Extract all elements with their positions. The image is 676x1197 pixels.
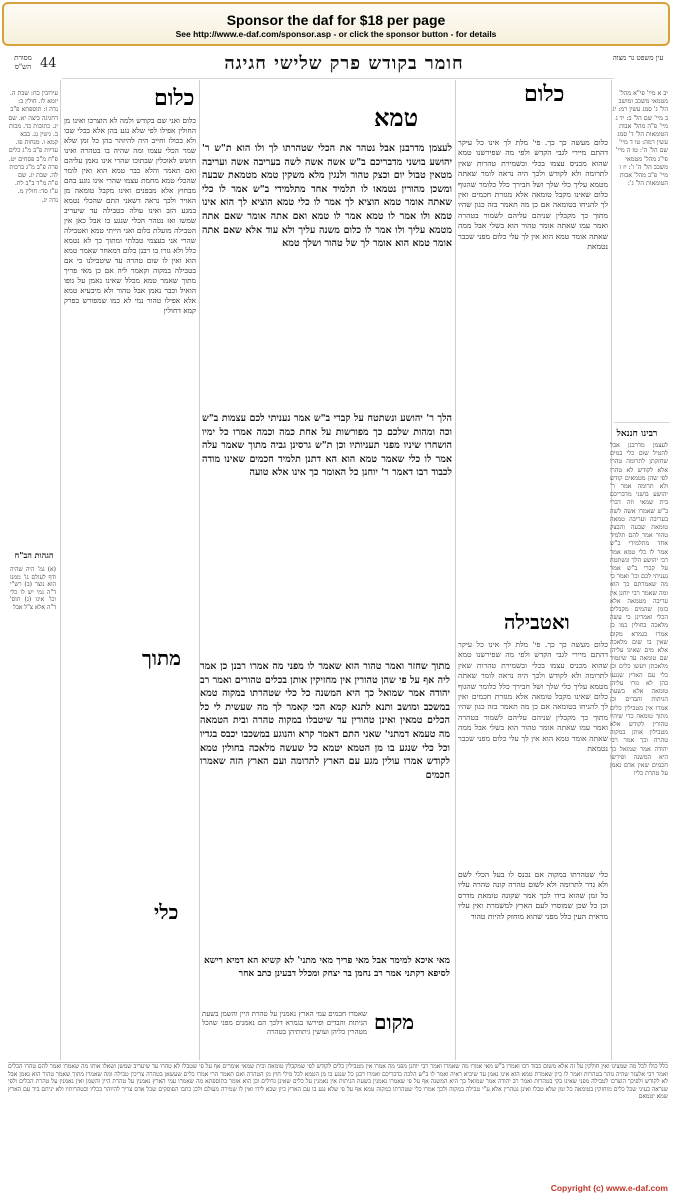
rashi-lower: כלי שטהרתו במקוה אם נכנס לו בעל הכלי לשם ולא גדר לתרומה ולא לשום טהרה קונה טהרה עליו כל זמן שהוא בידו לכך אמר שקונה טומאת מדרס וכן כל שכן שמוסרו לעם הארץ למשמרת ואין עליו מראית העין כלל מפני שהוא מוחזק להיות טהור	[458, 870, 608, 921]
gemara-upper: לעצמן מדרבנן אבל נטהר את הכלי שטהרתו לך ולו הוא ת"ש ר' יהושע בושני מדבריכם ב"ש אשה אשה לשה בעריבה אשה ועריבה מטאין טבול יום וכצק טהור ולנגין מלא משקין טמא מטמאת שבעה ומשכן מהורין נטמאו לו תלמיד אחד מתלמידי ב"ש אמר לו כלי שאתה אומר טמא הוציא לך אמר לו כלי טמא הוציא לך הוא אינו טמא ולו אמר לו טמא אמר לו טמא ואם אתה אומר שאם אתה מטמא עליך ולו אמר לו כלום משנה עליך ולא עוד אלא שאם אתה אומר טמא הוא אומר לך של טהור ושלך טמא	[202, 143, 452, 250]
tosafot-makom-text: שאמרו חכמים עמי הארץ נאמנין על טהרת היין והשמן בשעת הגיתות והבדים ופירשו בגמרא דלכך הם נאמנים מפני שהכל מטהרין כליהן ועושין גיתותיהן בטהרה	[202, 1010, 367, 1037]
ein-mishpat: יב א מיי' פי"א מהל' מטמאי משכב ומושב הל' ג' סמג עשין רמ: יג ב מיי' שם הל' ב: יד ג מיי' פ"ה מהל' אבות הטומאות הל' ד' סמג עשין רמה: טו ד מיי' שם הל' ה': טז ה מיי' פי"ג מהל' מטמאי משכב הל' ה' ו': יז ו מיי' פ"ב מהל' אבות הטומאות הל' ג':	[612, 90, 668, 188]
dibur-kli: כלי	[154, 900, 179, 924]
gemara-final: מאי איכא למימר אבל מאי פריך מאי מתני' לא קשיא הא דמיא רישא לסיפא דקתני אמר רב נחמן בר יצחק ומכלל דבעינן כתב אחר	[204, 956, 450, 979]
masoret-hashas-label: מסורת הש"ס	[14, 54, 32, 71]
bottom-commentary: כלל כולו לכל מה שמצינו ואין חולקין על זה אלא משום כבוד רבו ואמרו ב"ש מאי אמרו מה שאמרו ואמר רבי יוחנן מפני מה אמרו אין מטבילין כלים לקודש לפי שמקבלין טומאה ובית שמאי אומרים אף על פי שטבלו לא טהרו עד שיעריב שמשן ושאלו אותו מה שאמרו ואמר להם טהרו הכלים ואמר רבי אלעזר שהיה נזהר בטהרות ואמר לו כיון שאמרת טמא הוא אינו נאמן עד שיביא ראיה ואמר לו ב"ש הלכה כדבריכם ואמרו רבנן כל שנגע בו מן הטמא לכל מילי חוץ מן הטהרה ואם תאמר הרי אמרו כלים שעשאן בטהרה צריכין טבילה ומה שאמרו מתוך שאמר טהור הוא נאמן אבל לא לקודש ולפיכך הוצרכו לטבילה מפני שאינו בקי בטהרות ואמר רב יהודה אמר שמואל כך היא המשנה אף על פי שאמרו נאמנין בשעת הגיתות אין נאמנין על כלים שאינן גדולים וכן הוא אומר בתוספתא מה שאמרו עמי הארץ נאמנין על טהרת היין והשמן ואין נאמנין על טהרת הכלים ולפי שנראה בעיני שכל כלים מוחזקין בטומאה כל זמן שלא טבלו ואינן נטהרין אלא ע"י טבילה במקוה ולכך אמרו כלי שטהרתו במקוה טמא אף על פי שלא נגע בו עם הארץ כיון שבא לידו ואין לו שמירה מעולם ולכן כתבו הפוסקים שכל אדם צריך להיזהר בכליו ובטהרותיו ולא יניחם ביד עם הארץ שמא יטמאם	[8, 1062, 668, 1175]
rabbeinu-chananel: לעצמן מדרבנן אבל להטיל שום כלי במים שחזקתן לתרומה טהרו אלא לקודש לא טהרו לפי שהן מטמאים קודש ולא תרומה אמר ר' יהושע בושני מדבריכם בית שמאי וזה דברי ב"ש שאמרו אשה לשה בעריבה ועריבה טמאה טומאת שבעה והבצק טהור אמר להם תלמיד אחד מתלמידי ב"ש אמר לו כלי טמא אמר רבי יהושע הלך ונשתטח על קברי ב"ש אמר נעניתי לכם וכו' ואמר כי מה שאמרתם כך הוא ומה שאמר רבי יוחנן אין עריבה מטמאה אלא בזמן שהמים מקבלים הכלי ואמרינן כי עשה מלאכה בחולין כמו כן אמרו בגמרא מקום שאין בו שום מלאכה אלא מים שאינו עליהן שם טומאה עד שיגמור מלאכתן ויעשו כלים וכן כלי עם הארץ שנגעו בהן לא גזרו עליהן טומאה אלא בשעת הגיתות והבדים וכן אמרו אין מטבילין כלים מתוך טומאה כדי שיהיו טהורין לקודש אלא מטבילין אותן במקוה טהרה וכך אמר רבי יהודה אמר שמואל כך היא המשנה ופירשו חכמים שאין אדם נאמן על טהרת כליו	[610, 442, 668, 778]
tosafot-column: כלום ואני שם בקודש ולמה לא הוצרכו ואינו מן החולין אפילו לפי שלא נגע בהן אלא בכלי שבו ולא בכולו וחייב היה להיזהר בהן כל זמן שלא שמר הכלי עצמו ומה שהיה בו בטהרה ואינו חושש לאוכלין שבתוכו שהרי אינו נאמן עליהם ואם תאמר והלא כבר טמא הוא ואין לומר שהכלי טמא מחמת עצמו שהרי אינו נוגע בהם מבחוץ אלא מבפנים ואינו מקבל טומאה מן האויר ולכך נראה דשאני התם שהכלי נטמא במגע הזב ואינו עולה בטבילה עד שיעריב שמשו ואז נטהר הכלי שנגע בו אבל כאן אין הטבילה מועלת כלום ואני הייתי טמא ואטבילה שהרי אני בעצמי טבלתי ומתוך כך לא נטמא כלל ולא גזרו בו רבנן כלום דמאחר שאמר טמא הוא ואין לו שום טהרה עד שיטבילנו כי אם בטבילה במקוה וקאמר ליה אם כן מאי פריך מתוך שאמר טמא מכלל שאינו נאמן על גופו הואיל וכבר נאמן אבל טהור ולא מיבעיא טמא אלא אפילו טהור נמי לא כמו שמפורש בפרק קמא דחולין	[64, 116, 196, 315]
ein-mishpat-label: עין משפט נר מצוה	[612, 54, 664, 62]
rabbeinu-chananel-title: רבינו חננאל	[616, 429, 658, 439]
dibur-tamei: טמא	[374, 103, 419, 132]
hagahot-text: (א) גמ' היה שהיה ודף לעולם גו' ממנו הוא נוצר (ב) רש"י ד"ה נמי יש לו כלי וכו' אינו (ג) תוס' ד"ה אלא צ"ל אבל	[10, 566, 56, 611]
dibur-veatvila: ואטבילה	[504, 610, 570, 634]
page-number: 44	[40, 56, 57, 71]
rabbeinu-rule	[614, 422, 670, 423]
copyright-link[interactable]: Copyright (c) www.e-daf.com	[550, 1183, 668, 1193]
gemara-middle: הלך ר' יהושע ונשתטח על קברי ב"ש אמר נעניתי לכם עצמות ב"ש וכה ומהות שלכם כך מפורשות על אחת כמה וכמה אמרו כל ימיו הושחרו שיניו מפני תעניותיו וכן ת"ש גרסינן גביה מתוך שאמר עלה אמר לו כלי שאמר טמא הוא הא דתנן תלמיד חכמים שאינו מודה לכבוד רבו דאמר ר' יוחנן כל האומר כך אינו אלא טועה	[202, 413, 452, 479]
dibur-klum-rashi: כלום	[524, 81, 565, 107]
rashi-column: כלום מעשה כך כך. פי' מלת לך אינו כל עיקר דהתם מיירי לגבי הקדש ולפי מה שפירשנו טמא שהוא מכניס עצמו בכלי ובשמירת טהרות שאין לתרומה ולא לקודש ולכך היה נראה לומר שאתה מטמא עליך כלי שלך ושל חבירך כלל כלומר שהגוף כלום שאינו מקבל טומאה אלא מגזרת חכמים ואין לך להניחו בטומאה אם כן מה תאמר בזה כגון שהיו מתוך כך מקבלין שניהם עליהם לשמור בטהרה ואמר עמו שאתה אומר טהור הוא בשלי אבל ממה שאתה אומר טמא הוא אין לך עלי כלום מפני שכבר נטמאת	[458, 138, 608, 252]
divider-left	[60, 80, 61, 1060]
divider-gemara	[455, 80, 456, 1060]
gemara-lower: מתוך שחזר ואמר טהור הוא שאמר לו מפני מה אמרו רבנן כן אמר ליה אף על פי שהן טהורין אין מחזיקין אותן בכלים טהורים ואמר רב יהודה אמר שמואל כך היא המשנה כל כלי שטהרתו במקוה טמא במשכב ומושב ותנא לתנא קמא הכי קאמר לך מה שעשית לי כל הכלים טמאין ואינן טהורין עד שיטבלו במקוה טהרה ובית הטמאה מה טעמא דמתני' שאני התם דאמר קרא והנוגע במשכבו יכבס בגדיו וכל כלי שנגע בו מן הטמא יטמא כל שעשה מלאכה בחולין טמא לקודש אמרו עולין מגע עם הארץ לתרומה ועם הארץ הזה שאמרו חכמים	[200, 661, 450, 781]
rashi-middle: כלום מעשה כך כך. פי' מלת לך אינו כל עיקר דהתם מיירי לגבי הקדש ולפי מה שפירשנו טמא שהוא מכניס עצמו בכלי ובשמירת טהרות שאין לתרומה ולא לקודש ולכך היה נראה לומר שאתה מטמא עליך כלי שלך ושל חבירך כלל כלומר שהגוף כלום שאינו מקבל טומאה אלא מגזרת חכמים ואין לך להניחו בטומאה אם כן מה תאמר בזה כגון שהיו מתוך כך מקבלין שניהם עליהם לשמור בטהרה ואמר עמו שאתה אומר טהור הוא בשלי אבל ממה שאתה אומר טמא הוא אין לך עלי כלום מפני שכבר נטמאת	[458, 640, 608, 754]
header-rule	[62, 78, 614, 79]
banner-subtitle[interactable]: See http://www.e-daf.com/sponsor.asp - or click the sponsor button - for details	[175, 29, 497, 39]
talmud-page	[4, 50, 672, 1176]
banner-title[interactable]: Sponsor the daf for $18 per page	[226, 12, 446, 28]
dibur-klum-tosafot: כלום	[154, 85, 195, 111]
hagahot-title: הגהות הב"ח	[14, 550, 54, 560]
dibur-mitoch: מתוך	[142, 646, 181, 670]
masoret-hashas: עירובין כח: שבת ה. יומא לו. חולין ב: נדה ז: תוספתא פ"ב דחגיגה ביצה יא. שם יג. כתובות כד. מכות ב. גיטין נג. בבא קמא ו. מנחות פו. עדיות פ"ב מ"ג כלים פ"ח מ"ב פסחים יט. פרה פ"ב מ"ג ברכות לה. שבת יג. שם פ"ה מ"ד ב"ב לח. ע"ז סד: חולין מ. נדה יג.	[8, 90, 58, 204]
dibur-makom: מקום	[374, 1010, 415, 1034]
running-head: חומר בקודש פרק שלישי חגיגה	[224, 53, 464, 74]
sponsor-banner[interactable]	[2, 2, 670, 46]
